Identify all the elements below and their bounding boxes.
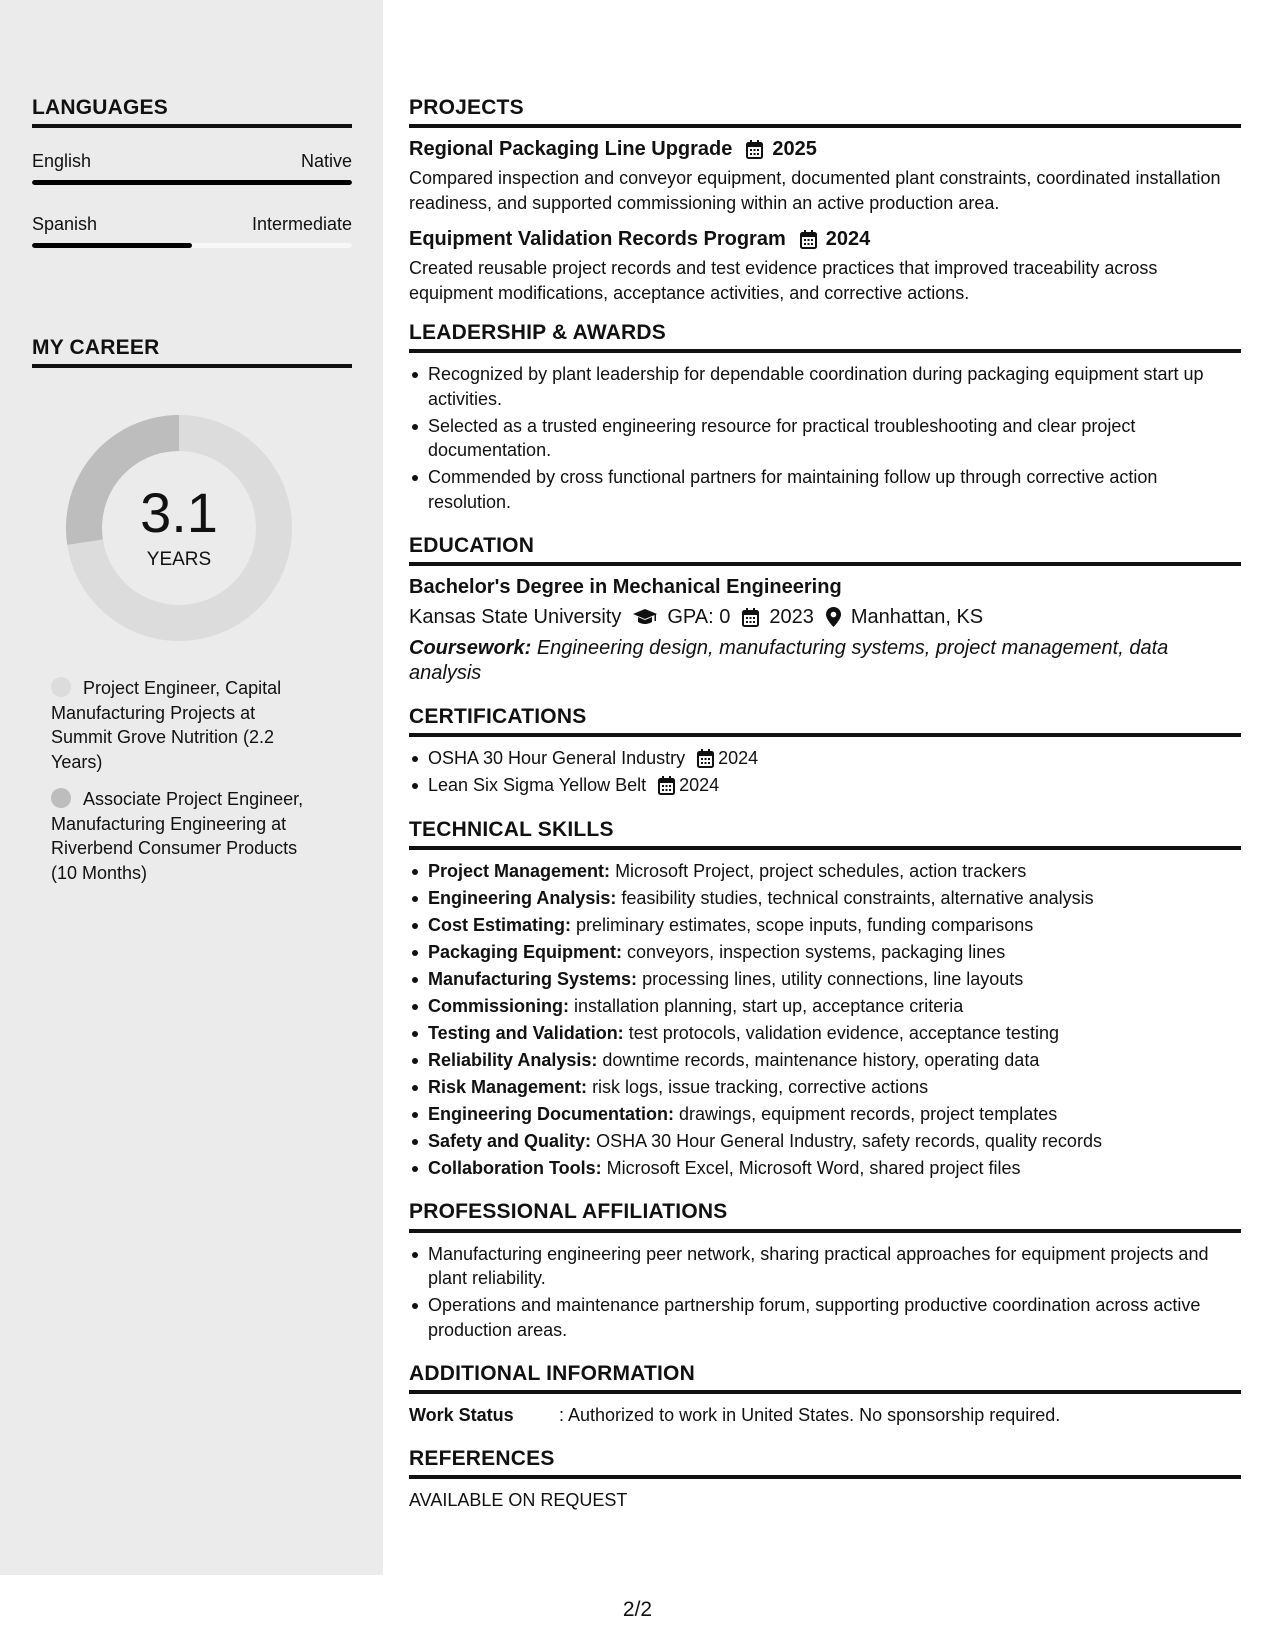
leadership-list	[409, 362, 1241, 514]
skill-label: Risk Management:	[428, 1076, 588, 1097]
certification-year: 2024	[679, 775, 720, 796]
skill-value: drawings, equipment records, project templates	[679, 1103, 1058, 1124]
leadership-title: LEADERSHIP & AWARDS	[409, 321, 1241, 353]
list-item: Manufacturing engineering peer network, sharing practical approaches for equipment projects and plant reliability.	[409, 1242, 1241, 1291]
calendar-icon	[697, 749, 714, 768]
skills-section	[409, 818, 1241, 1181]
career-donut-chart	[66, 415, 292, 641]
list-item: Operations and maintenance partnership forum, supporting productive coordination across active production areas.	[409, 1293, 1241, 1342]
career-legend-dot	[51, 788, 71, 808]
calendar-icon	[800, 230, 817, 249]
skill-item	[409, 1156, 1241, 1181]
project-description: Compared inspection and conveyor equipment, documented plant constraints, coordinated installation readiness, and supported commissioning within an active production area.	[409, 168, 1221, 213]
career-title: MY CAREER	[32, 336, 352, 368]
certification-item	[409, 773, 1241, 798]
skill-item	[409, 1102, 1241, 1127]
projects-list	[409, 137, 1241, 305]
skill-label: Packaging Equipment:	[428, 941, 623, 962]
language-proficiency-fill	[32, 243, 192, 248]
calendar-icon	[742, 608, 759, 627]
education-degree: Bachelor's Degree in Mechanical Engineering	[409, 576, 842, 599]
education-section	[409, 534, 1241, 685]
main-content	[409, 96, 1241, 1532]
education-details	[409, 605, 1241, 629]
skill-label: Engineering Documentation:	[428, 1103, 675, 1124]
skill-label: Reliability Analysis:	[428, 1049, 598, 1070]
career-item	[51, 787, 321, 885]
skill-value: OSHA 30 Hour General Industry, safety records, quality records	[596, 1130, 1102, 1151]
project-title	[409, 137, 1241, 161]
skills-title: TECHNICAL SKILLS	[409, 818, 1241, 850]
list-item: Commended by cross functional partners for maintaining follow up through corrective action resolution.	[409, 465, 1241, 514]
affiliations-title: PROFESSIONAL AFFILIATIONS	[409, 1200, 1241, 1232]
references-section	[409, 1447, 1241, 1512]
calendar-icon	[658, 776, 675, 795]
skill-value: processing lines, utility connections, line layouts	[642, 968, 1024, 989]
skill-value: conveyors, inspection systems, packaging lines	[627, 941, 1006, 962]
skill-item	[409, 1075, 1241, 1100]
language-proficiency-fill	[32, 180, 352, 185]
language-level: Intermediate	[251, 214, 352, 235]
projects-section	[409, 96, 1241, 305]
language-name: Spanish	[32, 214, 98, 235]
language-proficiency-bar	[32, 180, 352, 185]
career-years-unit: YEARS	[146, 549, 212, 570]
project-name: Equipment Validation Records Program	[409, 228, 786, 251]
references-text: AVAILABLE ON REQUEST	[409, 1490, 628, 1511]
career-total-years: 3.1	[140, 481, 218, 544]
sidebar	[0, 0, 383, 1575]
skill-label: Testing and Validation:	[428, 1022, 624, 1043]
coursework-text: Engineering design, manufacturing systems, project management, data analysis	[409, 637, 1169, 684]
graduation-cap-icon	[633, 608, 657, 626]
language-level: Native	[300, 151, 352, 172]
languages-section	[32, 96, 352, 248]
additional-info-section	[409, 1362, 1241, 1427]
certification-name: Lean Six Sigma Yellow Belt	[428, 775, 647, 796]
skill-item	[409, 886, 1241, 911]
skill-item	[409, 1129, 1241, 1154]
languages-title: LANGUAGES	[32, 96, 352, 128]
page-number: 2/2	[622, 1598, 653, 1621]
skill-label: Collaboration Tools:	[428, 1157, 602, 1178]
education-coursework	[409, 636, 1241, 685]
coursework-label: Coursework:	[409, 637, 532, 660]
skills-list	[409, 859, 1241, 1181]
certification-row	[428, 773, 1241, 798]
skill-value: preliminary estimates, scope inputs, funding comparisons	[576, 914, 1034, 935]
skill-label: Cost Estimating:	[428, 914, 572, 935]
certification-item	[409, 746, 1241, 771]
work-status-value: : Authorized to work in United States. No sponsorship required.	[559, 1405, 1061, 1426]
skill-item	[409, 940, 1241, 965]
education-title: EDUCATION	[409, 534, 1241, 566]
skill-label: Project Management:	[428, 860, 611, 881]
skill-value: installation planning, start up, acceptance criteria	[574, 995, 964, 1016]
career-item-text: Associate Project Engineer, Manufacturing Engineering at Riverbend Consumer Products (10 Months)	[51, 789, 304, 883]
certification-row	[428, 746, 1241, 771]
language-name: English	[32, 151, 92, 172]
skill-item	[409, 1048, 1241, 1073]
career-section	[32, 336, 352, 368]
skill-label: Manufacturing Systems:	[428, 968, 638, 989]
certification-year: 2024	[718, 748, 759, 769]
career-item	[51, 676, 321, 774]
project-year: 2025	[772, 138, 817, 161]
education-year: 2023	[769, 606, 814, 629]
list-item: Selected as a trusted engineering resource for practical troubleshooting and clear project documentation.	[409, 414, 1241, 463]
skill-label: Engineering Analysis:	[428, 887, 617, 908]
skill-item	[409, 967, 1241, 992]
certifications-list	[409, 746, 1241, 798]
project-title	[409, 227, 1241, 251]
additional-info-title: ADDITIONAL INFORMATION	[409, 1362, 1241, 1394]
skill-value: downtime records, maintenance history, operating data	[602, 1049, 1040, 1070]
language-row	[32, 215, 352, 233]
career-legend-dot	[51, 677, 71, 697]
skill-label: Commissioning:	[428, 995, 570, 1016]
skill-value: feasibility studies, technical constraints, alternative analysis	[621, 887, 1094, 908]
skill-item	[409, 1021, 1241, 1046]
language-row	[32, 152, 352, 170]
list-item: Recognized by plant leadership for dependable coordination during packaging equipment start up activities.	[409, 362, 1241, 411]
skill-item	[409, 859, 1241, 884]
career-list	[51, 676, 321, 898]
project-name: Regional Packaging Line Upgrade	[409, 138, 733, 161]
skill-item	[409, 994, 1241, 1019]
certifications-section	[409, 705, 1241, 798]
location-pin-icon	[826, 607, 841, 627]
project-year: 2024	[825, 228, 871, 251]
leadership-section	[409, 321, 1241, 514]
skill-value: test protocols, validation evidence, acceptance testing	[628, 1022, 1059, 1043]
affiliations-section	[409, 1200, 1241, 1342]
certification-name: OSHA 30 Hour General Industry	[428, 748, 686, 769]
projects-title: PROJECTS	[409, 96, 1241, 128]
project-description: Created reusable project records and test evidence practices that improved traceability across equipment modifications, acceptance activities, and corrective actions.	[409, 258, 1158, 303]
language-proficiency-bar	[32, 243, 352, 248]
career-item-text: Project Engineer, Capital Manufacturing Projects at Summit Grove Nutrition (2.2 Years)	[51, 678, 282, 772]
affiliations-list	[409, 1242, 1241, 1343]
education-gpa: GPA: 0	[667, 606, 731, 629]
skill-label: Safety and Quality:	[428, 1130, 592, 1151]
work-status-label: Work Status	[409, 1405, 514, 1426]
skill-value: Microsoft Excel, Microsoft Word, shared project files	[606, 1157, 1021, 1178]
education-school: Kansas State University	[409, 606, 622, 629]
education-location: Manhattan, KS	[850, 606, 984, 629]
certifications-title: CERTIFICATIONS	[409, 705, 1241, 737]
calendar-icon	[746, 140, 763, 159]
skill-value: Microsoft Project, project schedules, action trackers	[615, 860, 1027, 881]
skill-value: risk logs, issue tracking, corrective actions	[592, 1076, 929, 1097]
references-title: REFERENCES	[409, 1447, 1241, 1479]
languages-list	[32, 152, 352, 248]
skill-item	[409, 913, 1241, 938]
work-status-row	[409, 1403, 1241, 1427]
